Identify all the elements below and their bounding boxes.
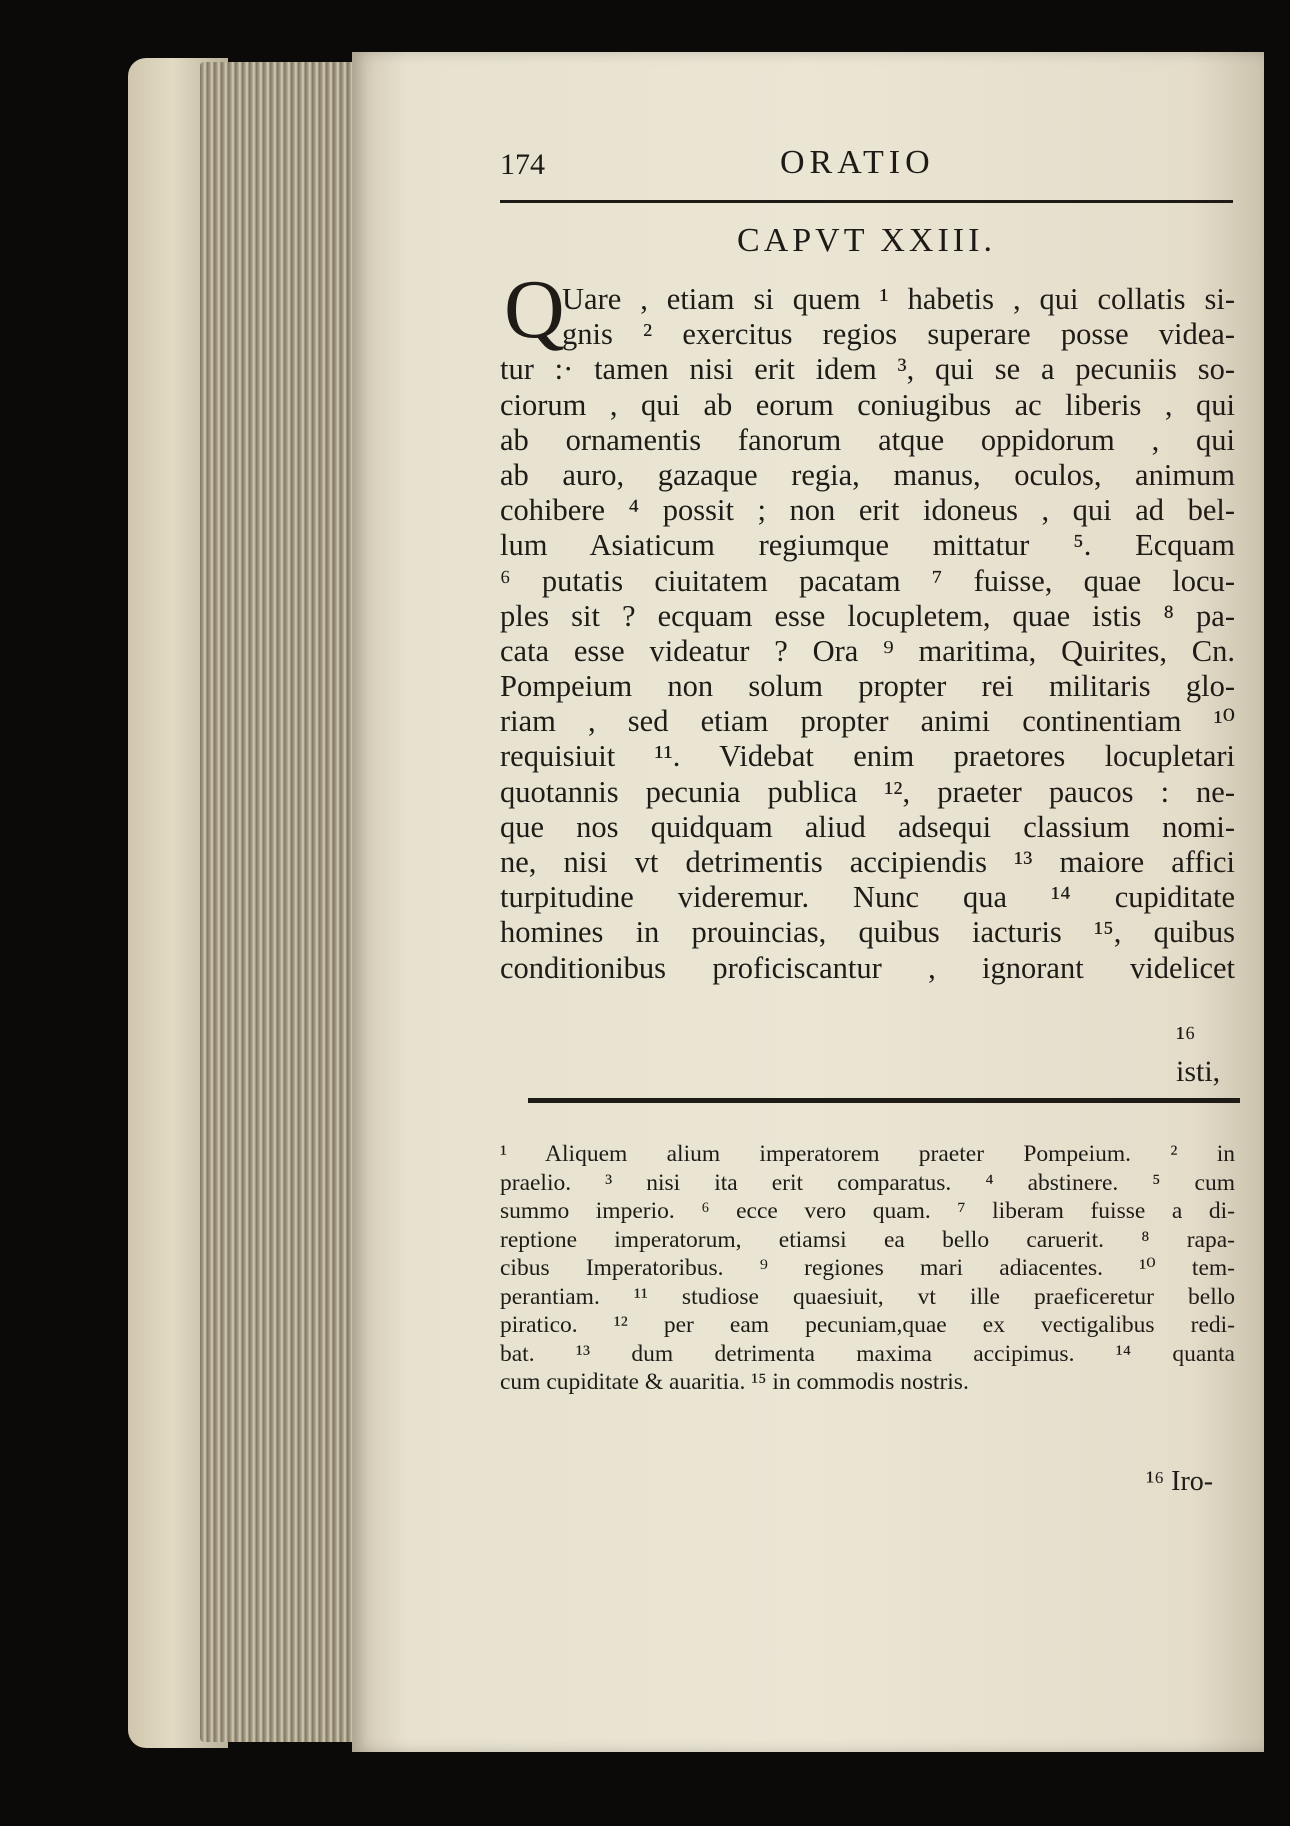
text-line: gnis ² exercitus regios superare posse videa- xyxy=(562,317,1235,352)
text-line: ab ornamentis fanorum atque oppidorum , qui xyxy=(500,422,1235,457)
text-line: riam , sed etiam propter animi continentiam ¹⁰ xyxy=(500,704,1235,739)
footnote-line: cibus Imperatoribus. ⁹ regiones mari adiacentes. ¹⁰ tem- xyxy=(500,1255,1235,1281)
text-line: requisiuit ¹¹. Videbat enim praetores locupletari xyxy=(500,739,1235,774)
text-line: Uare , etiam si quem ¹ habetis , qui collatis si- xyxy=(562,282,1235,316)
text-line: ⁶ putatis ciuitatem pacatam ⁷ fuisse, quae locu- xyxy=(500,563,1235,598)
footnote-line: ¹ Aliquem alium imperatorem praeter Pompeium. ² in xyxy=(500,1141,1235,1167)
footnote-line: bat. ¹³ dum detrimenta maxima accipimus. ¹⁴ quanta xyxy=(500,1340,1235,1367)
page-edges xyxy=(200,62,360,1742)
text-line: ples sit ? ecquam esse locupletem, quae istis ⁸ pa- xyxy=(500,598,1235,633)
footnote-line: perantiam. ¹¹ studiose quaesiuit, vt ille praeficeretur bello xyxy=(500,1283,1235,1310)
text-line: que nos quidquam aliud adsequi classium nomi- xyxy=(500,809,1235,844)
footnote-line: cum cupiditate & auaritia. ¹⁵ in commodis nostris. xyxy=(500,1369,969,1395)
text-line: tur :· tamen nisi erit idem ³, qui se a pecuniis so- xyxy=(500,352,1235,387)
text-line: ciorum , qui ab eorum coniugibus ac liberis , qui xyxy=(500,387,1235,422)
text-line: quotannis pecunia publica ¹², praeter paucos : ne- xyxy=(500,774,1235,809)
footnotes xyxy=(500,1140,1235,1397)
text-line: ne, nisi vt detrimentis accipiendis ¹³ maiore affici xyxy=(500,845,1235,879)
text-line: cohibere ⁴ possit ; non erit idoneus , qui ad bel- xyxy=(500,493,1235,528)
footnote-rule xyxy=(528,1098,1240,1103)
text-line: cata esse videatur ? Ora ⁹ maritima, Quirites, Cn. xyxy=(500,633,1235,668)
text-line: lum Asiaticum regiumque mittatur ⁵. Ecquam xyxy=(500,528,1235,563)
text-line: homines in prouincias, quibus iacturis ¹⁵, quibus xyxy=(500,915,1235,950)
text-line: conditionibus proficiscantur , ignorant videlicet xyxy=(500,950,1235,985)
footer-catchword: ¹⁶ Iro- xyxy=(1146,1466,1214,1497)
footnote-line: reptione imperatorum, etiamsi ea bello caruerit. ⁸ rapa- xyxy=(500,1226,1235,1253)
chapter-heading: CAPVT XXIII. xyxy=(737,222,996,259)
catchword: ¹⁶ isti, xyxy=(1176,1021,1221,1088)
text-line: turpitudine videremur. Nunc qua ¹⁴ cupiditate xyxy=(500,880,1235,915)
footnote-line: praelio. ³ nisi ita erit comparatus. ⁴ abstinere. ⁵ cum xyxy=(500,1169,1235,1196)
main-text xyxy=(500,282,1235,986)
running-head: ORATIO xyxy=(780,144,935,181)
footnote-line: piratico. ¹² per eam pecuniam,quae ex vectigalibus redi- xyxy=(500,1312,1235,1338)
text-line: ab auro, gazaque regia, manus, oculos, animum xyxy=(500,457,1235,492)
text-line: Pompeium non solum propter rei militaris glo- xyxy=(500,669,1235,704)
page-number: 174 xyxy=(500,148,545,181)
footnote-line: summo imperio. ⁶ ecce vero quam. ⁷ liberam fuisse a di- xyxy=(500,1198,1235,1224)
header-rule xyxy=(500,200,1233,203)
drop-cap: Q xyxy=(504,263,565,356)
